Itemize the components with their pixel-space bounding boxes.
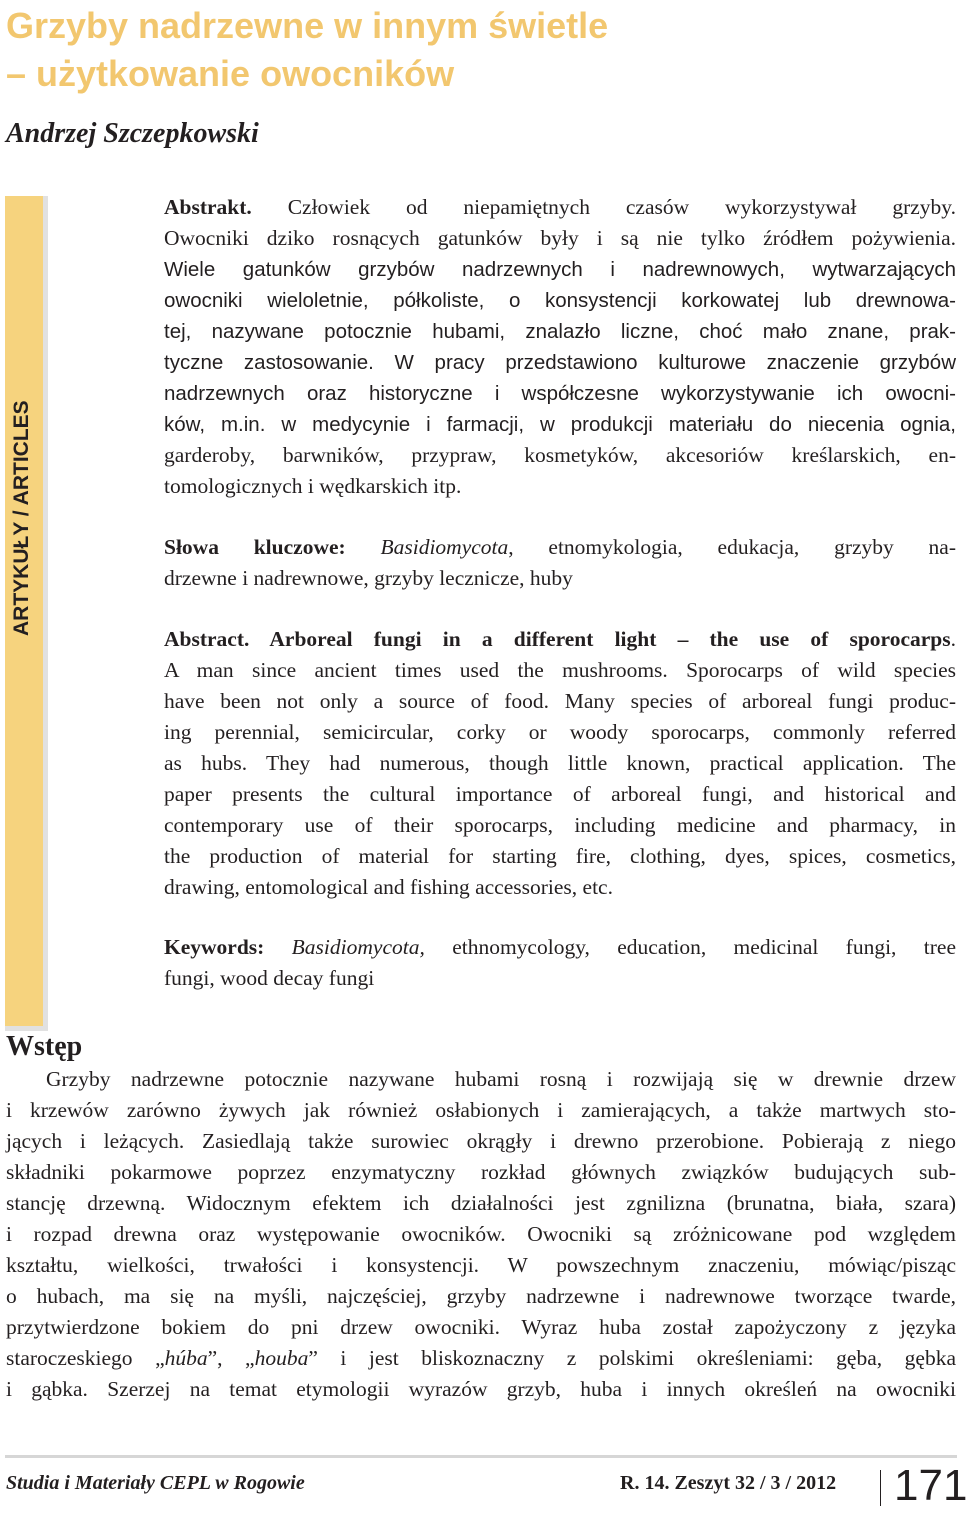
keywords-pl-line: drzewne i nadrewnowe, grzyby lecznicze, huby [164, 566, 573, 590]
keywords-en-line: fungi, wood decay fungi [164, 966, 375, 990]
intro-line: stancję drzewną. Widocznym efektem ich działalności jest zgnilizna (brunatna, biała, szara) [6, 1191, 956, 1215]
journal-name: Studia i Materiały CEPL w Rogowie [6, 1472, 305, 1494]
abstract-en-line: drawing, entomological and fishing accessories, etc. [164, 875, 613, 899]
intro-line: o hubach, ma się na myśli, najczęściej, grzyby nadrzewne i nadrewnowe tworzące twarde, [6, 1284, 956, 1308]
intro-line: jących i leżących. Zasiedlają także surowiec okrągły i drewno przerobione. Pobierają z niego [6, 1129, 956, 1153]
abstract-pl-label: Abstrakt. [164, 195, 252, 219]
abstract-pl-line: ków, m.in. w medycynie i farmacji, w produkcji materiału do niecenia ognia, [164, 413, 956, 436]
title-line-2: – użytkowanie owocników [6, 53, 455, 94]
abstract-pl-line: tyczne zastosowanie. W pracy przedstawiono kulturowe znaczenie grzybów [164, 351, 956, 374]
title-line-1: Grzyby nadrzewne w innym świetle [6, 5, 609, 46]
introduction-text [6, 1064, 956, 1405]
intro-line: przytwierdzone bokiem do pni drzew owocniki. Wyraz huba został zapożyczony z języka [6, 1315, 956, 1339]
abstract-en-title-line: Abstract. Arboreal fungi in a different light – the use of sporocarps. [164, 627, 956, 651]
abstract-pl-line: tej, nazywane potocznie hubami, znalazło liczne, choć mało znane, prak- [164, 320, 956, 343]
intro-line: staroczeskiego „húba”, „houba” i jest bliskoznaczny z polskimi określeniami: gęba, gębka [6, 1346, 956, 1370]
intro-line: kształtu, wielkości, trwałości i konsystencji. W powszechnym znaczeniu, mówiąc/pisząc [6, 1253, 956, 1277]
keywords-pl-label: Słowa kluczowe: [164, 535, 346, 559]
intro-line: składniki pokarmowe poprzez enzymatyczny rozkład głównych związków budujących sub- [6, 1160, 956, 1184]
abstract-en-line: as hubs. They had numerous, though little known, practical application. The [164, 751, 956, 775]
abstract-pl-line: owocniki wieloletnie, półkoliste, o konsystencji korkowatej lub drewnowa- [164, 289, 956, 312]
abstract-pl-line: Abstrakt. Człowiek od niepamiętnych czasów wykorzystywał grzyby. [164, 195, 956, 219]
intro-line: i gąbka. Szerzej na temat etymologii wyrazów grzyb, huba i innych określeń na owocniki [6, 1377, 956, 1401]
keywords-en [164, 932, 956, 994]
intro-line: i rozpad drewna oraz występowanie owocników. Owocniki są zróżnicowane pod względem [6, 1222, 956, 1246]
abstract-en-label: Abstract. [164, 627, 250, 651]
abstract-en-line: the production of material for starting fire, clothing, dyes, spices, cosmetics, [164, 844, 956, 868]
abstract-en-line: ing perennial, semicircular, corky or woody sporocarps, commonly referred [164, 720, 956, 744]
intro-line: i krzewów zarówno żywych jak również osłabionych i zamierających, a także martwych sto- [6, 1098, 956, 1122]
abstract-en [164, 624, 956, 903]
abstract-pl [164, 192, 956, 502]
footer-rule [5, 1455, 957, 1458]
section-heading-intro: Wstęp [6, 1031, 83, 1062]
page-number-divider [880, 1470, 881, 1506]
article-title [6, 2, 906, 98]
abstract-en-line: contemporary use of their sporocarps, including medicine and pharmacy, in [164, 813, 956, 837]
abstract-pl-line: garderoby, barwników, przypraw, kosmetyków, akcesoriów kreślarskich, en- [164, 443, 956, 467]
intro-line: Grzyby nadrzewne potocznie nazywane hubami rosną i rozwijają się w drewnie drzew [46, 1067, 956, 1091]
abstract-pl-line: Owocniki dziko rosnących gatunków były i są nie tylko źródłem pożywienia. [164, 226, 956, 250]
page-number: 171 [894, 1461, 967, 1510]
abstract-pl-line: nadrzewnych oraz historyczne i współczesne wykorzystywanie ich owocni- [164, 382, 956, 405]
section-sidebar [5, 196, 48, 1031]
abstract-en-line: paper presents the cultural importance of arboreal fungi, and historical and [164, 782, 956, 806]
keywords-pl [164, 532, 956, 594]
keywords-en-line: Keywords: Basidiomycota, ethnomycology, education, medicinal fungi, tree [164, 935, 956, 959]
keywords-pl-line: Słowa kluczowe: Basidiomycota, etnomykologia, edukacja, grzyby na- [164, 535, 957, 559]
abstract-en-line: have been not only a source of food. Many species of arboreal fungi produc- [164, 689, 956, 713]
issue-info: R. 14. Zeszyt 32 / 3 / 2012 [620, 1472, 837, 1494]
abstract-pl-line: tomologicznych i wędkarskich itp. [164, 474, 462, 498]
abstract-en-title: Arboreal fungi in a different light – the use of sporocarps [249, 627, 951, 651]
keywords-en-label: Keywords: [164, 935, 265, 959]
abstract-en-line: A man since ancient times used the mushrooms. Sporocarps of wild species [164, 658, 956, 682]
abstract-pl-line: Wiele gatunków grzybów nadrzewnych i nadrewnowych, wytwarzających [164, 258, 956, 281]
author-name: Andrzej Szczepkowski [6, 118, 259, 149]
section-label: ARTYKUŁY / ARTICLES [10, 400, 33, 636]
